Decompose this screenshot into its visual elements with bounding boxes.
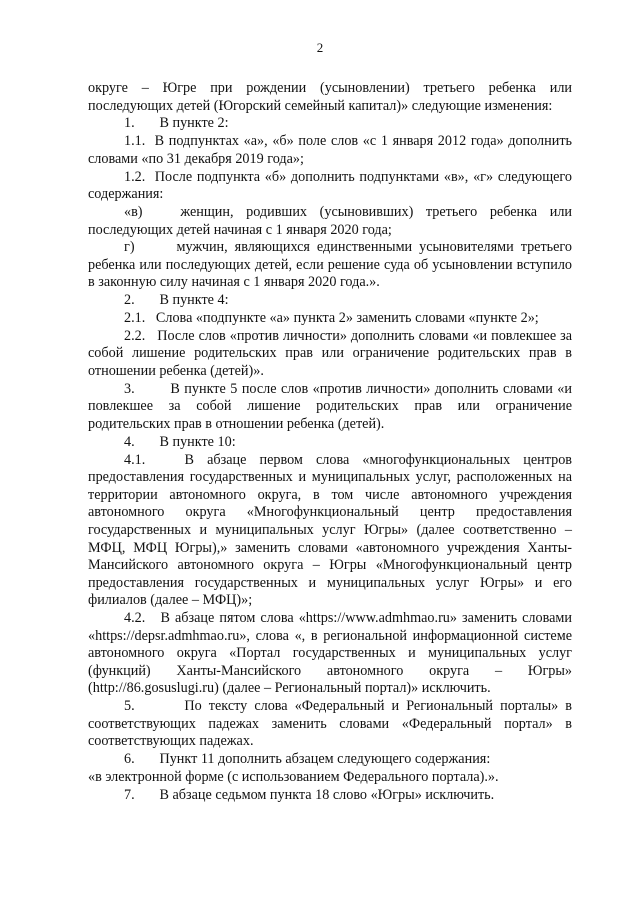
- item-6-quote: «в электронной форме (с использованием Федерального портала).».: [88, 768, 499, 785]
- item-4-2: 4.2. В абзаце пятом слова «https://www.admhmao.ru» заменить словами «https://depsr.admhmao.ru», слова «, в региональной информационной системе автономного округа «Портал государственных и муниципальных услуг (функций) Ханты-Мансийского автономного округа – Югры» (http://86.gosuslugi.ru) (далее – Региональный портал)» исключить.: [88, 610, 572, 697]
- item-7: 7. В абзаце седьмом пункта 18 слово «Югры» исключить.: [124, 786, 495, 803]
- item-2-1: 2.1. Слова «подпункте «а» пункта 2» заменить словами «пункте 2»;: [124, 310, 539, 327]
- item-5: 5. По тексту слова «Федеральный и Региональный порталы» в соответствующих падежах заменить словами «Федеральный портал» в соответствующих падежах.: [88, 698, 572, 750]
- subitem-g: г) мужчин, являющихся единственными усыновителями третьего ребенка или последующих детей, если решение суда об усыновлении вступило в законную силу начиная с 1 января 2020 года.».: [88, 239, 572, 291]
- item-3: 3. В пункте 5 после слов «против личности» дополнить словами «и повлекшее за собой лишение родительских прав или ограничение родительских прав в отношении ребенка (детей).: [88, 380, 572, 432]
- item-4: 4. В пункте 10:: [124, 433, 236, 450]
- item-1-1: 1.1. В подпунктах «а», «б» поле слов «с 1 января 2012 года» дополнить словами «по 31 декабря 2019 года»;: [88, 133, 572, 167]
- document-body: [88, 80, 572, 805]
- item-2: 2. В пункте 4:: [124, 292, 229, 309]
- item-2-2: 2.2. После слов «против личности» дополнить словами «и повлекшее за собой лишение родительских прав или ограничение родительских прав в отношении ребенка (детей)».: [88, 327, 572, 379]
- item-4-1: 4.1. В абзаце первом слова «многофункциональных центров предоставления государственных и муниципальных услуг, расположенных на территории автономного округа, в том числе автономного учреждения автономного округа «Многофункциональный центр предоставления государственных и муниципальных услуг Югры» (далее соответственно – МФЦ, МФЦ Югры),» заменить словами «автономного учреждения Ханты-Мансийского автономного округа – Югры «Многофункциональный центр предоставления государственных и муниципальных услуг Югры» и его филиалов (далее – МФЦ)»;: [88, 451, 572, 609]
- item-1: 1. В пункте 2:: [124, 115, 229, 132]
- paragraph-intro: округе – Югре при рождении (усыновлении) третьего ребенка или последующих детей (Югорский семейный капитал)» следующие изменения:: [88, 80, 572, 114]
- page-number: 2: [316, 40, 324, 55]
- subitem-v: «в) женщин, родивших (усыновивших) третьего ребенка или последующих детей начиная с 1 января 2020 года;: [88, 203, 572, 238]
- item-6: 6. Пункт 11 дополнить абзацем следующего содержания:: [124, 751, 491, 768]
- item-1-2: 1.2. После подпункта «б» дополнить подпунктами «в», «г» следующего содержания:: [88, 168, 572, 203]
